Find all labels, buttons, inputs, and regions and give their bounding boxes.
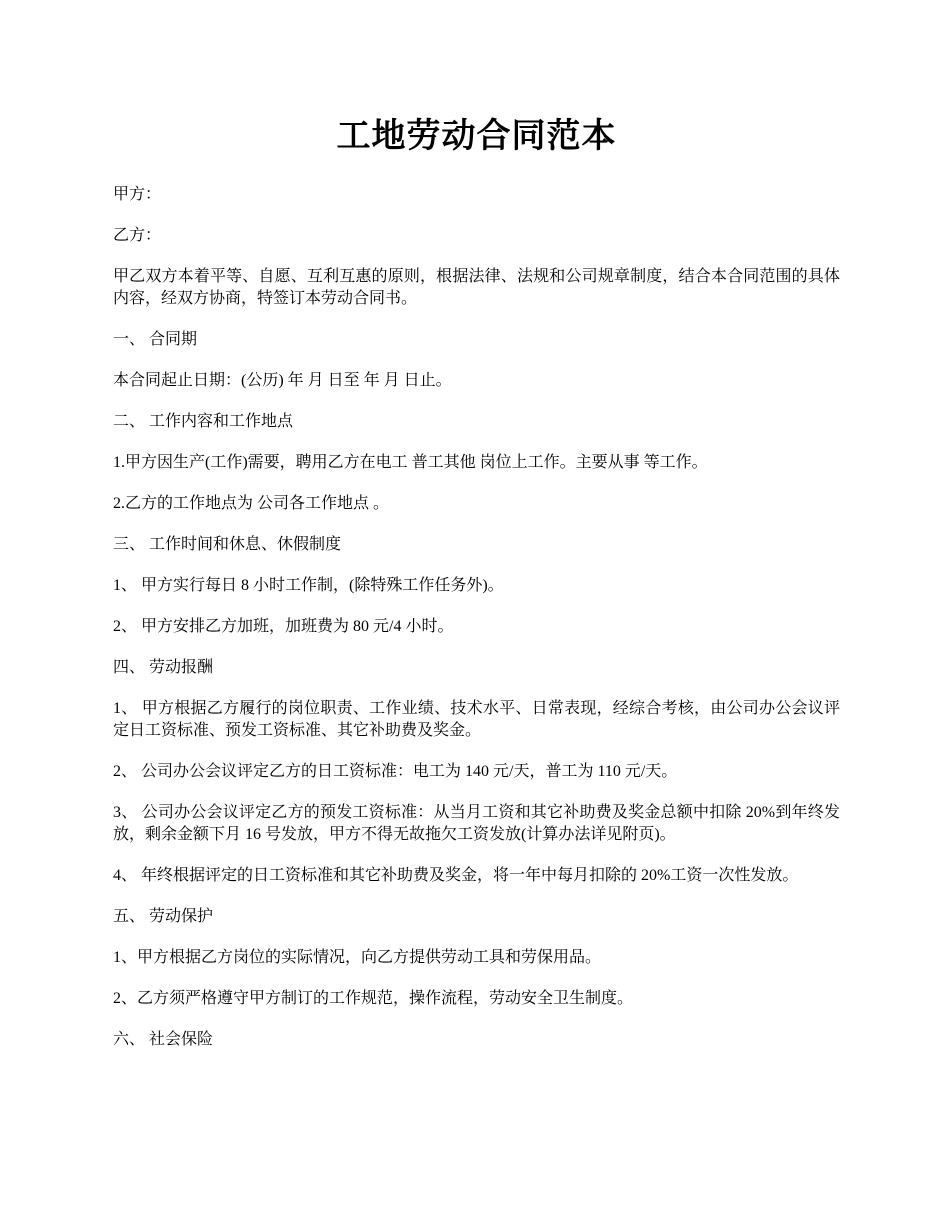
section-heading-labor-protection: 五、 劳动保护 [113,908,214,925]
work-content-item-1: 1.甲方因生产(工作)需要，聘用乙方在电工 普工其他 岗位上工作。主要从事 等工作。 [113,454,708,471]
party-b-line: 乙方： [113,227,162,244]
document-page [113,112,840,1070]
document-title: 工地劳动合同范本 [336,118,617,155]
remuneration-item-1: 1、 甲方根据乙方履行的岗位职责、工作业绩、技术水平、日常表现，经综合考核，由公司办公会议评定日工资标准、预发工资标准、其它补助费及奖金。 [113,700,840,739]
labor-protection-item-1: 1、甲方根据乙方岗位的实际情况，向乙方提供劳动工具和劳保用品。 [113,949,602,966]
working-hours-item-1: 1、 甲方实行每日 8 小时工作制，(除特殊工作任务外)。 [113,577,504,594]
section-heading-remuneration: 四、 劳动报酬 [113,659,214,676]
remuneration-item-3: 3、 公司办公会议评定乙方的预发工资标准：从当月工资和其它补助费及奖金总额中扣除 20%到年终发放，剩余金额下月 16 号发放，甲方不得无故拖欠工资发放(计算办法详见附页)。 [113,804,840,843]
working-hours-item-2: 2、 甲方安排乙方加班，加班费为 80 元/4 小时。 [113,618,454,635]
party-a-line: 甲方： [113,186,162,203]
section-heading-social-insurance: 六、 社会保险 [113,1031,214,1048]
remuneration-item-4: 4、 年终根据评定的日工资标准和其它补助费及奖金，将一年中每月扣除的 20%工资一次性发放。 [113,867,799,884]
section-heading-working-hours: 三、 工作时间和休息、休假制度 [113,536,342,553]
section-heading-work-content: 二、 工作内容和工作地点 [113,413,294,430]
remuneration-item-2: 2、 公司办公会议评定乙方的日工资标准：电工为 140 元/天，普工为 110 元/天。 [113,763,678,780]
section-heading-contract-term: 一、 合同期 [113,331,198,348]
work-content-item-2: 2.乙方的工作地点为 公司各工作地点 。 [113,495,390,512]
labor-protection-item-2: 2、乙方须严格遵守甲方制订的工作规范，操作流程，劳动安全卫生制度。 [113,990,634,1007]
contract-term-paragraph: 本合同起止日期：(公历) 年 月 日至 年 月 日止。 [113,372,452,389]
preamble-paragraph: 甲乙双方本着平等、自愿、互利互惠的原则，根据法律、法规和公司规章制度，结合本合同范围的具体内容，经双方协商，特签订本劳动合同书。 [113,268,840,307]
